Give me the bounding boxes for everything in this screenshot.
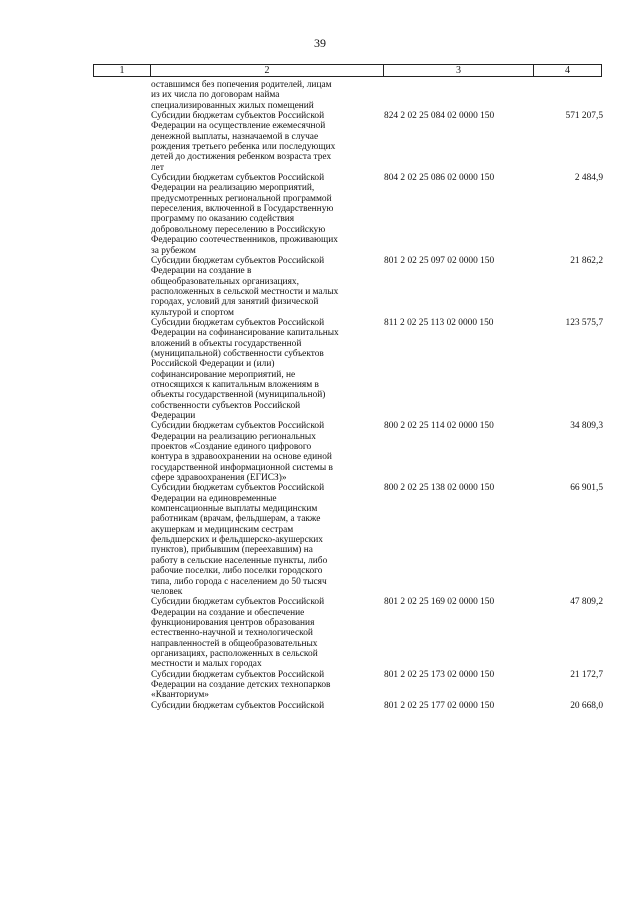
row-code: 800 2 02 25 114 02 0000 150: [384, 421, 494, 432]
row-description: Субсидии бюджетам субъектов Российской Федерации на реализацию региональных проектов «Создание единого цифрового контура в здравоохранении на основе единой государственной информационной системы в сфере здравоохранения (ЕГИСЗ)»: [151, 421, 333, 484]
row-amount: 20 668,0: [570, 700, 603, 711]
continuation-row: [0, 80, 640, 111]
column-header-3: 3: [456, 65, 461, 76]
row-code: 801 2 02 25 169 02 0000 150: [384, 597, 495, 608]
row-amount: 21 172,7: [570, 669, 603, 680]
row-amount: 571 207,5: [565, 111, 603, 122]
table-body: [0, 80, 640, 711]
table-row: [0, 483, 640, 597]
row-code: 801 2 02 25 097 02 0000 150: [384, 255, 495, 266]
table-row: [0, 421, 640, 483]
row-description: Субсидии бюджетам субъектов Российской Федерации на софинансирование капитальных вложений в объекты государственной (муниципальной) собственности субъектов Российской Федерации и (или) софинансирование мероприятий, не относящихся к капитальным вложениям в объекты государственной (муниципальной) собственности субъектов Российской Федерации: [151, 317, 339, 421]
table-header-row: [93, 64, 602, 77]
table-row: [0, 670, 640, 701]
table-row: [0, 318, 640, 421]
row-description: Субсидии бюджетам субъектов Российской Федерации на осуществление ежемесячной денежной выплаты, назначаемой в случае рождения третьего ребенка или последующих детей до достижения ребенком возраста трех лет: [151, 111, 336, 173]
row-description: Субсидии бюджетам субъектов Российской Федерации на создание в общеобразовательных организациях, расположенных в сельской местности и малых городах, условий для занятий физической культурой и спортом: [151, 255, 339, 318]
table-row: [0, 256, 640, 318]
row-amount: 47 809,2: [570, 597, 603, 608]
row-amount: 21 862,2: [570, 255, 603, 266]
row-amount: 2 484,9: [574, 173, 603, 184]
table-row: [0, 111, 640, 173]
row-code: 804 2 02 25 086 02 0000 150: [384, 173, 495, 184]
table-row: [0, 597, 640, 669]
row-description: Субсидии бюджетам субъектов Российской: [151, 700, 325, 711]
row-description: Субсидии бюджетам субъектов Российской Федерации на создание и обеспечение функционирования центров образования естественно-научной и технологической направленностей в общеобразовательных организациях, расположенных в сельской местности и малых городах: [151, 597, 325, 670]
row-amount: 123 575,7: [565, 317, 603, 328]
row-amount: 34 809,3: [570, 421, 603, 432]
row-code: 801 2 02 25 173 02 0000 150: [384, 669, 495, 680]
continuation-text: оставшимся без попечения родителей, лицам из их числа по договорам найма специализированных жилых помещений: [151, 80, 332, 111]
row-amount: 66 901,5: [570, 483, 603, 494]
row-description: Субсидии бюджетам субъектов Российской Федерации на создание детских технопарков «Кванториум»: [151, 669, 331, 701]
row-code: 811 2 02 25 113 02 0000 150: [384, 317, 494, 328]
page-number: 39: [314, 36, 326, 50]
column-header-4: 4: [565, 65, 570, 76]
table-row: [0, 173, 640, 256]
row-description: Субсидии бюджетам субъектов Российской Федерации на реализацию мероприятий, предусмотренных региональной программой переселения, включенной в Государственную программу по оказанию содействия добровольному переселению в Российскую Федерацию соотечественников, проживающих за рубежом: [151, 173, 338, 256]
table-row: [0, 701, 640, 711]
row-code: 824 2 02 25 084 02 0000 150: [384, 111, 495, 122]
row-code: 801 2 02 25 177 02 0000 150: [384, 700, 495, 711]
column-header-1: 1: [119, 65, 125, 76]
column-header-2: 2: [264, 65, 270, 76]
row-description: Субсидии бюджетам субъектов Российской Федерации на единовременные компенсационные выплаты медицинским работникам (врачам, фельдшерам, а также акушеркам и медицинским сестрам фельдшерских и фельдшерско-акушерских пунктов), прибывшим (переехавшим) на работу в сельские населенные пункты, либо рабочие поселки, либо поселки городского типа, либо города с населением до 50 тысяч человек: [151, 483, 328, 597]
row-code: 800 2 02 25 138 02 0000 150: [384, 483, 495, 494]
